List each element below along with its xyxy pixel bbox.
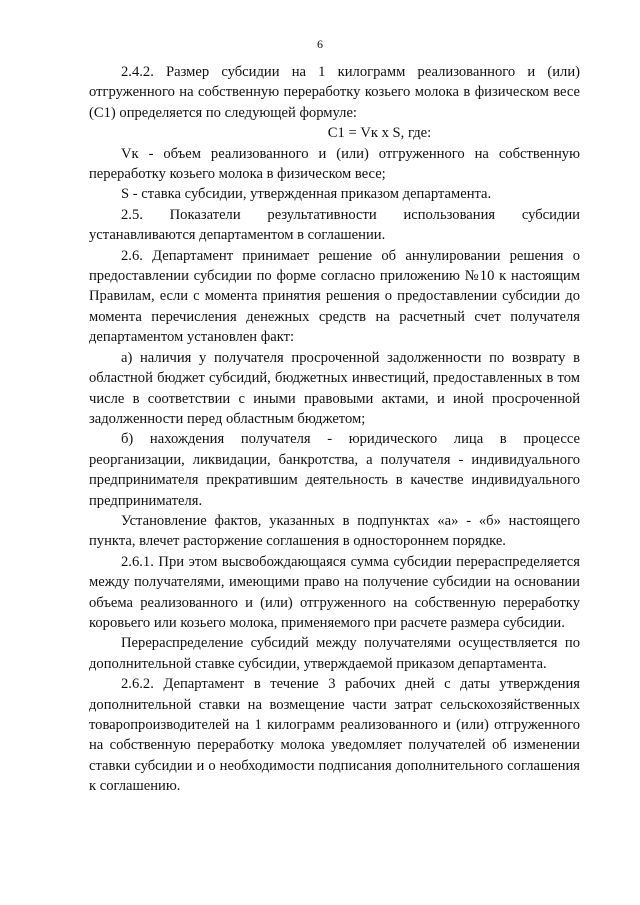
paragraph-facts: Установление фактов, указанных в подпунктах «а» - «б» настоящего пункта, влечет расторжение соглашения в одностороннем порядке.	[89, 512, 580, 550]
paragraph-vk-definition: Vк - объем реализованного и (или) отгруженного на собственную переработку козьего молока в физическом весе;	[89, 145, 580, 183]
paragraph-s-definition: S - ставка субсидии, утвержденная приказом департамента.	[121, 186, 492, 203]
paragraph-redistribution: Перераспределение субсидий между получателями осуществляется по дополнительной ставке субсидии, утверждаемой приказом департамента.	[89, 635, 580, 672]
paragraph-2-6-1: 2.6.1. При этом высвобождающаяся сумма субсидии перераспределяется между получателями, имеющими право на получение субсидии на основании объема реализованного и (или) отгруженного на собственную переработку коровьего или козьего молока, применяемого при расчете размера субсидии.	[89, 553, 580, 631]
formula-line	[89, 123, 580, 143]
paragraph-item-b: б) нахождения получателя - юридического лица в процессе реорганизации, ликвидации, банкротства, а получателя - индивидуального предпринимателя прекратившим деятельность в качестве индивидуального предпринимателя.	[89, 431, 580, 509]
paragraph-2-6-2: 2.6.2. Департамент в течение 3 рабочих дней с даты утверждения дополнительной ставки на возмещение части затрат сельскохозяйственных товаропроизводителей на 1 килограмм реализованного и (или) отгруженного на собственную переработку молока уведомляет получателей об изменении ставки субсидии и о необходимости подписания дополнительного соглашения к соглашению.	[89, 676, 580, 795]
paragraph-2-6: 2.6. Департамент принимает решение об аннулировании решения о предоставлении субсидии по форме согласно приложению №10 к настоящим Правилам, если с момента принятия решения о предоставлении субсидии до момента перечисления денежных средств на расчетный счет получателя департаментом установлен факт:	[89, 247, 580, 346]
paragraph-item-a: а) наличия у получателя просроченной задолженности по возврату в областной бюджет субсидий, бюджетных инвестиций, предоставленных в том числе в соответствии с иными правовыми актами, и иной просроченной задолженности перед областным бюджетом;	[89, 349, 580, 427]
page-number: 6	[317, 37, 323, 51]
document-body	[89, 62, 580, 797]
paragraph-2-5: 2.5. Показатели результативности использования субсидии устанавливаются департаментом в соглашении.	[89, 206, 580, 244]
paragraph-2-4-2: 2.4.2. Размер субсидии на 1 килограмм реализованного и (или) отгруженного на собственную переработку козьего молока в физическом весе (С1) определяется по следующей формуле:	[89, 64, 580, 121]
formula-text: С1 = Vк x S, где:	[327, 125, 432, 142]
